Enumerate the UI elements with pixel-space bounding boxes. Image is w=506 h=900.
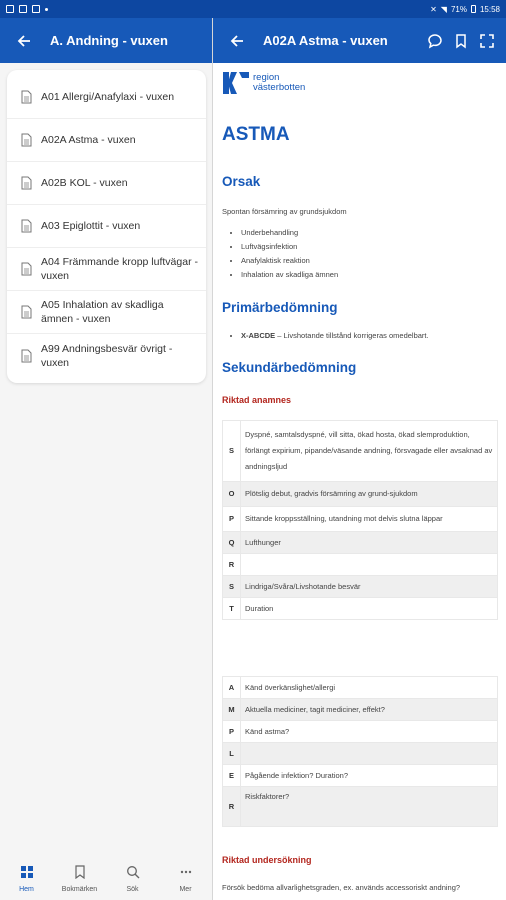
table-key: Q — [223, 532, 241, 554]
table-row — [223, 677, 498, 699]
bookmark-icon — [74, 865, 86, 884]
list-item: • Luftvägsinfektion — [241, 240, 338, 254]
table-value: Känd överkänslighet/allergi — [241, 677, 498, 699]
table-key: O — [223, 482, 241, 507]
table-row — [223, 482, 498, 507]
list-item: • Anafylaktisk reaktion — [241, 254, 338, 268]
nav-search-label: Sök — [126, 886, 139, 893]
ample-table — [222, 676, 498, 827]
notification-icon — [6, 5, 14, 13]
primar-list — [231, 329, 429, 343]
list-item: • Inhalation av skadliga ämnen — [241, 268, 338, 282]
section-heading-primar: Primärbedömning — [222, 300, 338, 315]
table-value — [241, 554, 498, 576]
section-heading-sekundar: Sekundärbedömning — [222, 360, 357, 375]
list-item-label: A04 Främmande kropp luftvägar - vuxen — [41, 256, 198, 282]
table-value: Pågående infektion? Duration? — [241, 765, 498, 787]
table-row — [223, 699, 498, 721]
anamnes-heading: Riktad anamnes — [222, 395, 292, 405]
search-icon — [126, 865, 140, 884]
list-item[interactable] — [7, 205, 206, 248]
table-key: R — [223, 554, 241, 576]
table-key: P — [223, 721, 241, 743]
table-row — [223, 721, 498, 743]
battery-icon — [471, 5, 476, 13]
mute-icon: ✕ — [430, 4, 437, 14]
list-item[interactable] — [7, 162, 206, 205]
table-value: Lindriga/Svåra/Livshotande besvär — [241, 576, 498, 598]
nav-bookmarks-label: Bokmärken — [61, 886, 98, 893]
more-notifications-icon — [45, 8, 48, 11]
table-value: Riskfaktorer? — [241, 787, 498, 827]
chapter-list-pane — [0, 63, 212, 858]
list-item-label: A02B KOL - vuxen — [41, 177, 128, 189]
list-item[interactable] — [7, 248, 206, 291]
region-logo-mark — [222, 71, 250, 95]
document-icon — [19, 305, 33, 319]
table-value: Känd astma? — [241, 721, 498, 743]
list-item — [241, 329, 429, 343]
orsak-text: Spontan försämring av grundsjukdom — [222, 207, 347, 216]
nav-home[interactable] — [0, 858, 53, 900]
list-item-label: A99 Andningsbesvär övrigt - vuxen — [41, 342, 173, 369]
nav-more-label: Mer — [179, 886, 192, 893]
primar-text: – Livshotande tillstånd korrigeras omedelbart. — [275, 331, 429, 340]
table-value: Duration — [241, 598, 498, 620]
document-icon — [19, 133, 33, 147]
home-grid-icon — [20, 865, 34, 884]
document-icon — [19, 262, 33, 276]
table-key: A — [223, 677, 241, 699]
logo-text-line2: västerbotten — [253, 82, 306, 93]
document-title: A02A Astma - vuxen — [263, 33, 388, 48]
list-item-label: A01 Allergi/Anafylaxi - vuxen — [41, 91, 175, 103]
more-dots-icon — [179, 865, 193, 884]
table-row — [223, 576, 498, 598]
table-key: L — [223, 743, 241, 765]
list-item-label: A05 Inhalation av skadliga ämnen - vuxen — [41, 299, 164, 325]
right-app-bar — [213, 18, 506, 63]
logo-text-line1: region — [253, 72, 280, 83]
chapter-list — [7, 70, 206, 383]
table-key: E — [223, 765, 241, 787]
list-item[interactable] — [7, 76, 206, 119]
table-row — [223, 787, 498, 827]
wifi-icon: ◥ — [440, 4, 447, 14]
left-app-bar — [0, 18, 212, 63]
table-value: Sittande kroppsställning, utandning mot delvis slutna läppar — [241, 507, 498, 532]
fullscreen-icon[interactable] — [476, 30, 498, 52]
table-value: Plötslig debut, gradvis försämring av grund-sjukdom — [241, 482, 498, 507]
table-row — [223, 421, 498, 482]
list-item[interactable] — [7, 334, 206, 377]
document-icon — [19, 349, 33, 363]
table-key: M — [223, 699, 241, 721]
table-value: Dyspné, samtalsdyspné, vill sitta, ökad hosta, ökad slemproduktion, förlängt expirium, pipande/väsande andning, försvagade eller avsaknad av andningsljud — [241, 421, 498, 482]
table-row — [223, 554, 498, 576]
document-icon — [19, 90, 33, 104]
back-arrow-icon[interactable] — [225, 29, 249, 53]
table-key: S — [223, 576, 241, 598]
list-item-label: A02A Astma - vuxen — [41, 134, 136, 146]
orsak-list — [231, 226, 338, 282]
left-app-bar-title: A. Andning - vuxen — [50, 33, 168, 48]
list-item[interactable] — [7, 119, 206, 162]
comment-icon[interactable] — [424, 30, 446, 52]
clock-time: 15:58 — [479, 4, 500, 14]
table-key: S — [223, 421, 241, 482]
table-row — [223, 598, 498, 620]
table-value — [241, 743, 498, 765]
table-row — [223, 765, 498, 787]
back-arrow-icon[interactable] — [12, 29, 36, 53]
table-row — [223, 507, 498, 532]
table-key: P — [223, 507, 241, 532]
nav-search[interactable] — [106, 858, 159, 900]
nav-more[interactable] — [159, 858, 212, 900]
list-item: • Underbehandling — [241, 226, 338, 240]
document-content[interactable] — [213, 63, 506, 900]
table-row — [223, 743, 498, 765]
notification-icon-2 — [19, 5, 27, 13]
battery-text: 71% — [450, 4, 467, 14]
section-heading-orsak: Orsak — [222, 174, 261, 189]
document-icon — [19, 176, 33, 190]
table-value: Aktuella mediciner, tagit mediciner, effekt? — [241, 699, 498, 721]
table-key: R — [223, 787, 241, 827]
undersokning-text: Försök bedöma allvarlighetsgraden, ex. används accessoriskt andning? — [222, 883, 461, 892]
status-bar — [0, 0, 506, 18]
notification-icon-3 — [32, 5, 40, 13]
nav-bookmarks[interactable] — [53, 858, 106, 900]
table-key: T — [223, 598, 241, 620]
document-heading: ASTMA — [222, 124, 290, 145]
sopqrst-table — [222, 420, 498, 620]
region-logo — [222, 71, 305, 95]
bookmark-icon[interactable] — [450, 30, 472, 52]
list-item-label: A03 Epiglottit - vuxen — [41, 220, 141, 232]
document-icon — [19, 219, 33, 233]
bottom-navigation — [0, 858, 212, 900]
nav-home-label: Hem — [19, 886, 34, 893]
table-value: Lufthunger — [241, 532, 498, 554]
xabcde-bold: X-ABCDE — [241, 331, 276, 340]
undersokning-heading: Riktad undersökning — [222, 855, 312, 865]
table-row — [223, 532, 498, 554]
list-item[interactable] — [7, 291, 206, 334]
